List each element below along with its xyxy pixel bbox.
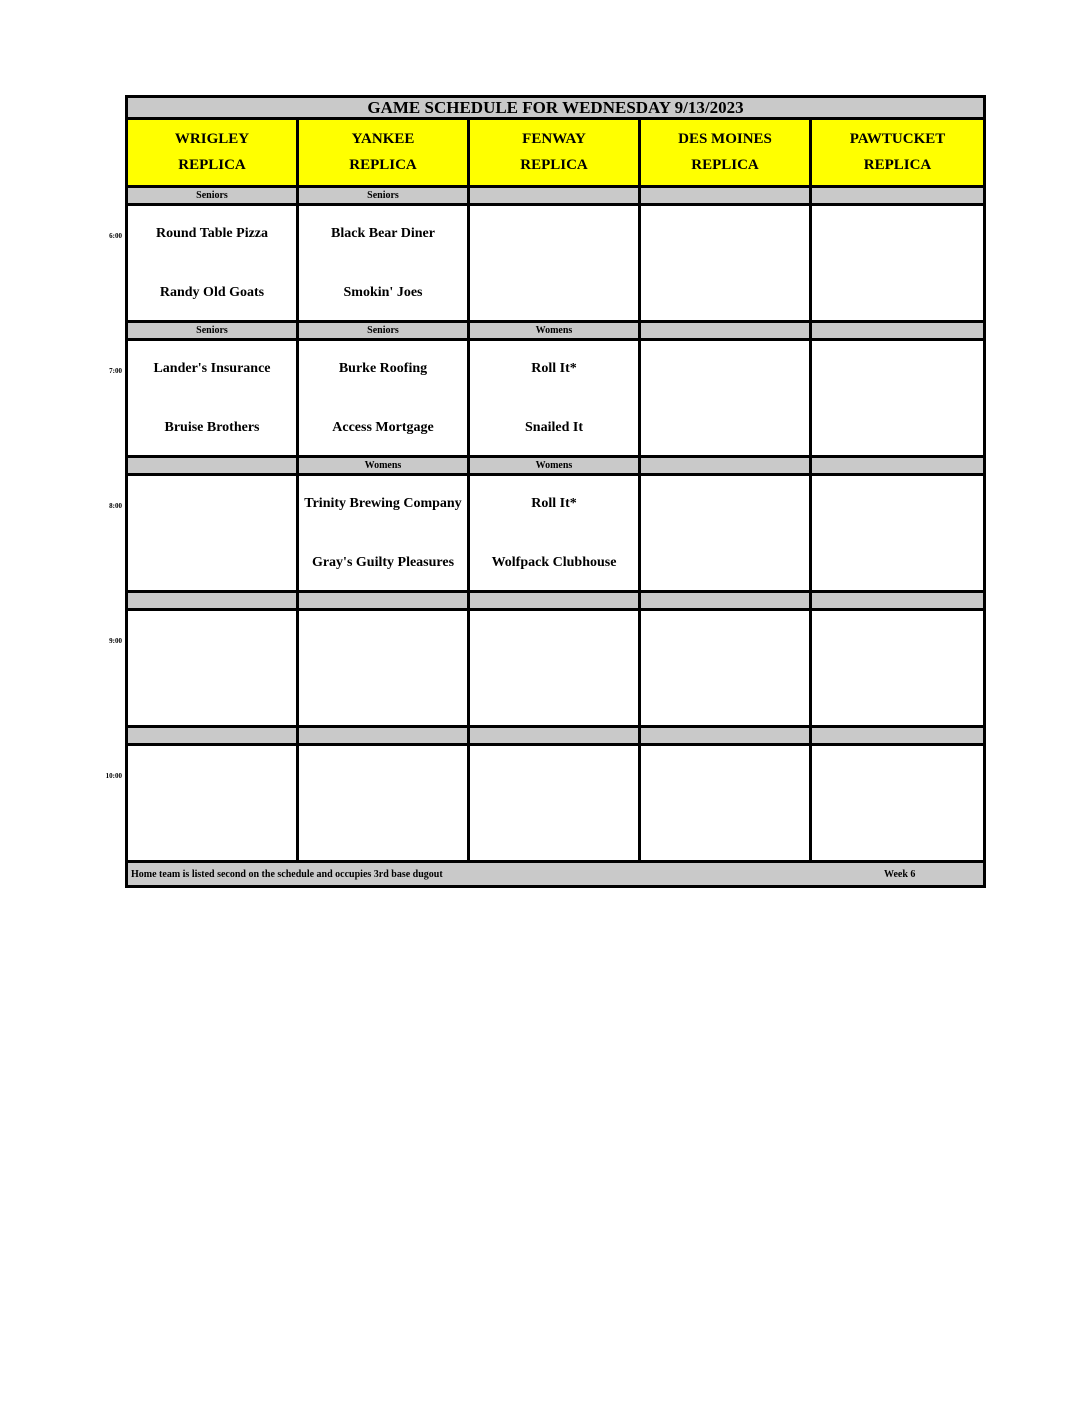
game-cell (641, 206, 812, 320)
field-name: DES MOINES (678, 130, 772, 147)
game-cell (299, 611, 470, 725)
home-team: Smokin' Joes (343, 285, 423, 300)
game-cell (299, 206, 470, 320)
division-row (125, 188, 986, 206)
field-header (299, 120, 470, 185)
game-cell (470, 746, 641, 860)
division-label: Womens (470, 458, 641, 473)
division-row (125, 323, 986, 341)
division-row (125, 458, 986, 476)
field-header (812, 120, 983, 185)
away-team: Trinity Brewing Company (304, 496, 462, 511)
division-label (470, 593, 641, 608)
field-header (641, 120, 812, 185)
field-header-row (125, 120, 986, 188)
time-label: 8:00 (109, 502, 122, 510)
division-label (128, 458, 299, 473)
game-cell (812, 476, 983, 590)
field-sub: REPLICA (178, 157, 246, 174)
division-row (125, 593, 986, 611)
time-label: 7:00 (109, 367, 122, 375)
field-sub: REPLICA (349, 157, 417, 174)
division-label (641, 593, 812, 608)
division-label (812, 323, 983, 338)
division-label: Womens (299, 458, 470, 473)
field-name: FENWAY (522, 130, 586, 147)
field-name: WRIGLEY (174, 130, 250, 147)
division-label (470, 188, 641, 203)
home-team: Access Mortgage (332, 420, 434, 435)
division-label: Seniors (299, 188, 470, 203)
away-team: Burke Roofing (338, 361, 428, 376)
home-team: Wolfpack Clubhouse (491, 555, 617, 570)
away-team: Lander's Insurance (153, 361, 271, 376)
division-label (812, 458, 983, 473)
division-label (299, 593, 470, 608)
game-row (125, 476, 986, 593)
division-label: Seniors (128, 188, 299, 203)
game-cell (128, 476, 299, 590)
division-row (125, 728, 986, 746)
week-label: Week 6 (884, 869, 916, 880)
division-label (812, 728, 983, 743)
field-sub: REPLICA (691, 157, 759, 174)
game-cell (470, 611, 641, 725)
game-cell (641, 341, 812, 455)
division-label: Seniors (299, 323, 470, 338)
schedule-table (125, 95, 986, 888)
game-cell (299, 341, 470, 455)
division-label (641, 188, 812, 203)
field-name: PAWTUCKET (849, 130, 946, 147)
game-cell (812, 206, 983, 320)
field-sub: REPLICA (863, 157, 932, 174)
division-label: Womens (470, 323, 641, 338)
home-team: Snailed It (525, 420, 583, 435)
division-label (128, 593, 299, 608)
game-cell (128, 206, 299, 320)
game-cell (128, 746, 299, 860)
field-header (128, 120, 299, 185)
division-label (299, 728, 470, 743)
time-label: 6:00 (109, 232, 122, 240)
schedule-footer (125, 863, 986, 888)
time-label: 10:00 (105, 772, 122, 780)
field-name: YANKEE (351, 130, 415, 147)
division-label (470, 728, 641, 743)
division-label (641, 458, 812, 473)
home-team: Randy Old Goats (159, 285, 265, 300)
game-row (125, 206, 986, 323)
game-cell (299, 476, 470, 590)
home-team-note: Home team is listed second on the schedule and occupies 3rd base dugout (131, 869, 443, 880)
division-label (812, 188, 983, 203)
away-team: Round Table Pizza (155, 226, 269, 241)
field-sub: REPLICA (520, 157, 588, 174)
home-team: Gray's Guilty Pleasures (311, 555, 455, 570)
game-cell (128, 611, 299, 725)
game-cell (641, 611, 812, 725)
division-label (641, 323, 812, 338)
away-team: Roll It* (531, 496, 577, 511)
away-team: Roll It* (531, 361, 577, 376)
division-label (812, 593, 983, 608)
field-header (470, 120, 641, 185)
game-cell (299, 746, 470, 860)
game-cell (470, 206, 641, 320)
game-row (125, 746, 986, 863)
home-team: Bruise Brothers (164, 420, 260, 435)
game-row (125, 611, 986, 728)
time-label: 9:00 (109, 637, 122, 645)
game-cell (641, 476, 812, 590)
game-cell (470, 476, 641, 590)
game-cell (812, 611, 983, 725)
away-team: Black Bear Diner (331, 226, 435, 241)
division-label: Seniors (128, 323, 299, 338)
game-cell (128, 341, 299, 455)
game-cell (812, 746, 983, 860)
schedule-title: GAME SCHEDULE FOR WEDNESDAY 9/13/2023 (125, 95, 986, 120)
game-cell (470, 341, 641, 455)
game-row (125, 341, 986, 458)
division-label (641, 728, 812, 743)
division-label (128, 728, 299, 743)
game-cell (641, 746, 812, 860)
game-cell (812, 341, 983, 455)
